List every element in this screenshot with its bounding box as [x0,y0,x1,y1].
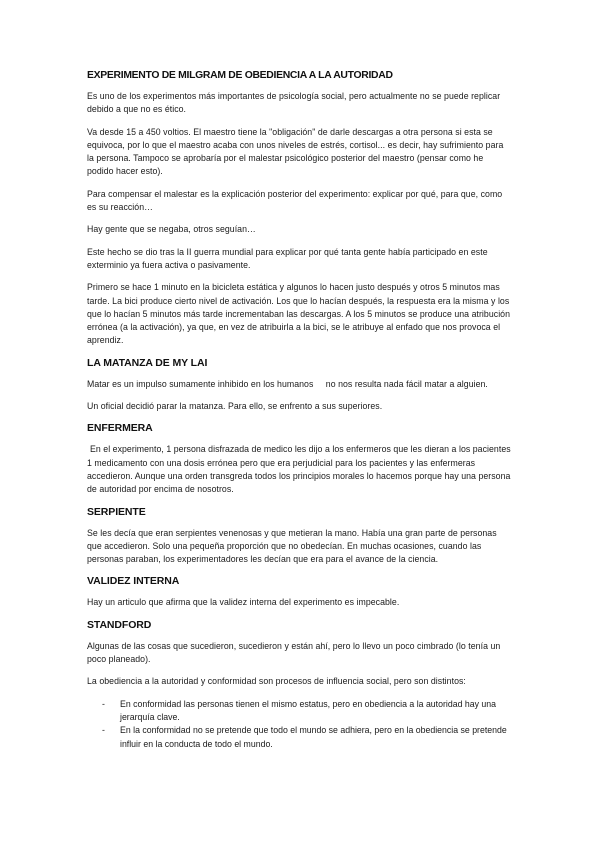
list-item [87,698,512,725]
list-item-text: En conformidad las personas tienen el mismo estatus, pero en obediencia a la autoridad hay una jerarquía clave. [120,698,496,722]
serpiente-paragraph: Se les decía que eran serpientes venenosas y que metieran la mano. Había una gran parte de personas que accedieron. Solo una pequeña proporción que no obedecían. En muchas ocasiones, cuando las personas paraban, los experimentadores les decían que era para el avance de la ciencia. [87,527,497,565]
section-heading-validez-interna: VALIDEZ INTERNA [87,575,180,588]
intro-paragraph: Hay gente que se negaba, otros seguían… [87,224,256,235]
standford-paragraph: La obediencia a la autoridad y conformidad son procesos de influencia social, pero son distintos: [87,676,466,687]
bullet-dash: - [102,698,105,709]
list-item [87,724,512,751]
mylai-paragraph: Matar es un impulso sumamente inhibido en los humanos no nos resulta nada fácil matar a alguien. [87,378,488,389]
mylai-paragraph: Un oficial decidió parar la matanza. Para ello, se enfrento a sus superiores. [87,401,383,412]
bullet-dash: - [102,725,105,736]
list-item-text: En la conformidad no se pretende que todo el mundo se adhiera, pero en la obediencia se pretende influir en la conducta de todo el mundo. [120,725,507,749]
standford-paragraph: Algunas de las cosas que sucedieron, sucedieron y están ahí, pero lo llevo un poco cimbrado (lo tenía un poco planeado). [87,640,501,665]
intro-paragraph: Es uno de los experimentos más importantes de psicología social, pero actualmente no se puede replicar debido a que no es ético. [87,91,501,115]
validez-paragraph: Hay un articulo que afirma que la validez interna del experimento es impecable. [87,597,400,608]
intro-paragraph: Para compensar el malestar es la explicación posterior del experimento: explicar por qué, para que, como es su reacción… [87,188,503,213]
intro-paragraph: Va desde 15 a 450 voltios. El maestro tiene la "obligación" de darle descargas a otra persona si esta se equivoca, por lo que el maestro acaba con unos niveles de estrés, cortisol... es decir, hay sufrimiento para la persona. Tampoco se aprobaría por el malestar psicológico posterior del maestro (pensar como he podido hacer esto). [87,126,504,177]
section-heading-enfermera: ENFERMERA [87,422,153,435]
document-title: EXPERIMENTO DE MILGRAM DE OBEDIENCIA A LA AUTORIDAD [87,70,393,81]
enfermera-paragraph: En el experimento, 1 persona disfrazada de medico les dijo a los enfermeros que les dieran a los pacientes 1 medicamento con una dosis errónea pero que era perjudicial para los pacientes y las enfermeras accedieron. Aunque una orden transgreda todos los principios morales lo hacemos porque hay una persona de autoridad por encima de nosotros. [87,444,511,495]
intro-paragraph: Este hecho se dio tras la II guerra mundial para explicar por qué tanta gente había participado en este exterminio ya fuera activa o pasivamente. [87,246,488,270]
section-heading-mylai: LA MATANZA DE MY LAI [87,356,208,369]
section-heading-serpiente: SERPIENTE [87,505,146,518]
intro-paragraph: Primero se hace 1 minuto en la bicicleta estática y algunos lo hacen justo después y otros 5 minutos mas tarde. La bici produce cierto nivel de activación. Los que lo hacían después, la respuesta era la misma y los que lo hacían 5 minutos más tarde incrementaban las descargas. A los 5 minutos se produce una atribución errónea (a la activación), ya que, en vez de atribuirla a la bici, se le atribuye al enfado que nos provoca el aprendiz. [87,282,511,346]
standford-bullet-list [87,698,512,751]
section-heading-standford: STANDFORD [87,618,152,631]
